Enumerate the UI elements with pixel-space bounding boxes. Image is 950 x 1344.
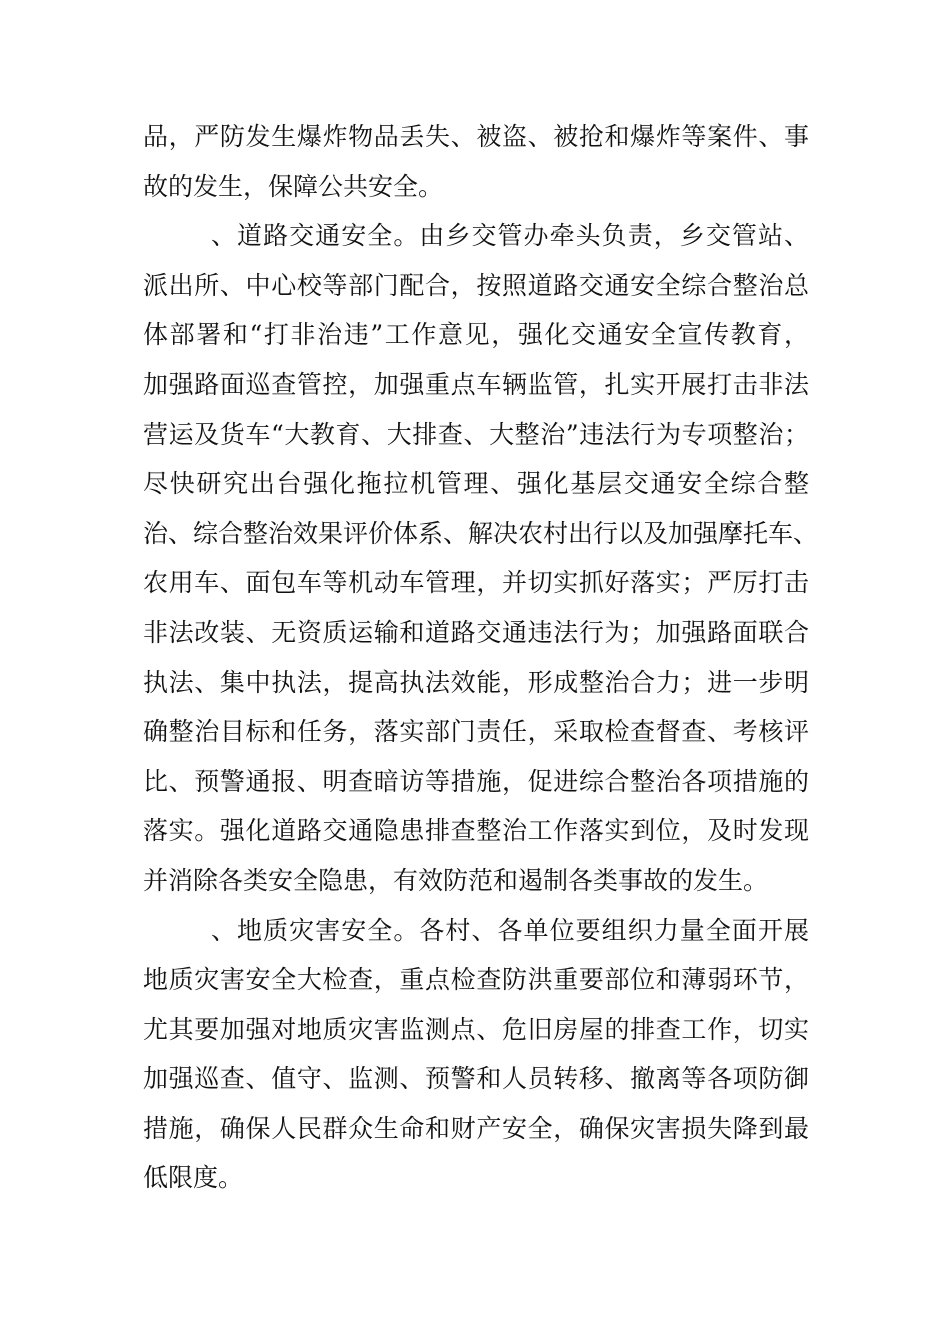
paragraph-geological-disaster — [143, 906, 809, 1204]
text-line: 、地质灾害安全。各村、各单位要组织力量全面开展 — [211, 915, 809, 945]
text-line: 品，严防发生爆炸物品丢失、被盗、被抢和爆炸等案件、事 — [143, 122, 809, 151]
text-line: 加强巡查、值守、监测、预警和人员转移、撤离等各项防御 — [143, 1064, 809, 1094]
text-line: 农用车、面包车等机动车管理，并切实抓好落实；严厉打击 — [143, 568, 809, 598]
text-line: 执法、集中执法，提高执法效能，形成整治合力；进一步明 — [143, 667, 809, 697]
paragraph-road-traffic — [143, 211, 819, 905]
text-line: 落实。强化道路交通隐患排查整治工作落实到位，及时发现 — [143, 816, 809, 846]
text-line: 派出所、中心校等部门配合，按照道路交通安全综合整治总 — [143, 270, 809, 300]
text-line: 尤其要加强对地质灾害监测点、危旧房屋的排查工作，切实 — [143, 1014, 809, 1044]
text-line: 营运及货车“大教育、大排查、大整治”违法行为专项整治； — [143, 419, 809, 449]
document-body — [143, 112, 819, 1203]
text-line: 并消除各类安全隐患，有效防范和遏制各类事故的发生。 — [143, 865, 769, 895]
paragraph-explosives — [143, 112, 809, 211]
text-line: 加强路面巡查管控，加强重点车辆监管，扎实开展打击非法 — [143, 369, 809, 399]
text-line: 尽快研究出台强化拖拉机管理、强化基层交通安全综合整 — [143, 469, 809, 499]
text-line: 非法改装、无资质运输和道路交通违法行为；加强路面联合 — [143, 617, 809, 647]
text-line: 地质灾害安全大检查，重点检查防洪重要部位和薄弱环节， — [143, 965, 809, 995]
text-line: 、道路交通安全。由乡交管办牵头负责，乡交管站、 — [211, 221, 809, 251]
text-line: 故的发生，保障公共安全。 — [143, 171, 444, 201]
text-line: 低限度。 — [143, 1163, 244, 1193]
text-line: 治、综合整治效果评价体系、解决农村出行以及加强摩托车、 — [143, 518, 819, 548]
text-line: 体部署和“打非治违”工作意见，强化交通安全宣传教育， — [143, 320, 809, 350]
text-line: 措施，确保人民群众生命和财产安全，确保灾害损失降到最 — [143, 1113, 809, 1143]
text-line: 确整治目标和任务，落实部门责任，采取检查督查、考核评 — [143, 717, 809, 747]
text-line: 比、预警通报、明查暗访等措施，促进综合整治各项措施的 — [143, 766, 809, 796]
